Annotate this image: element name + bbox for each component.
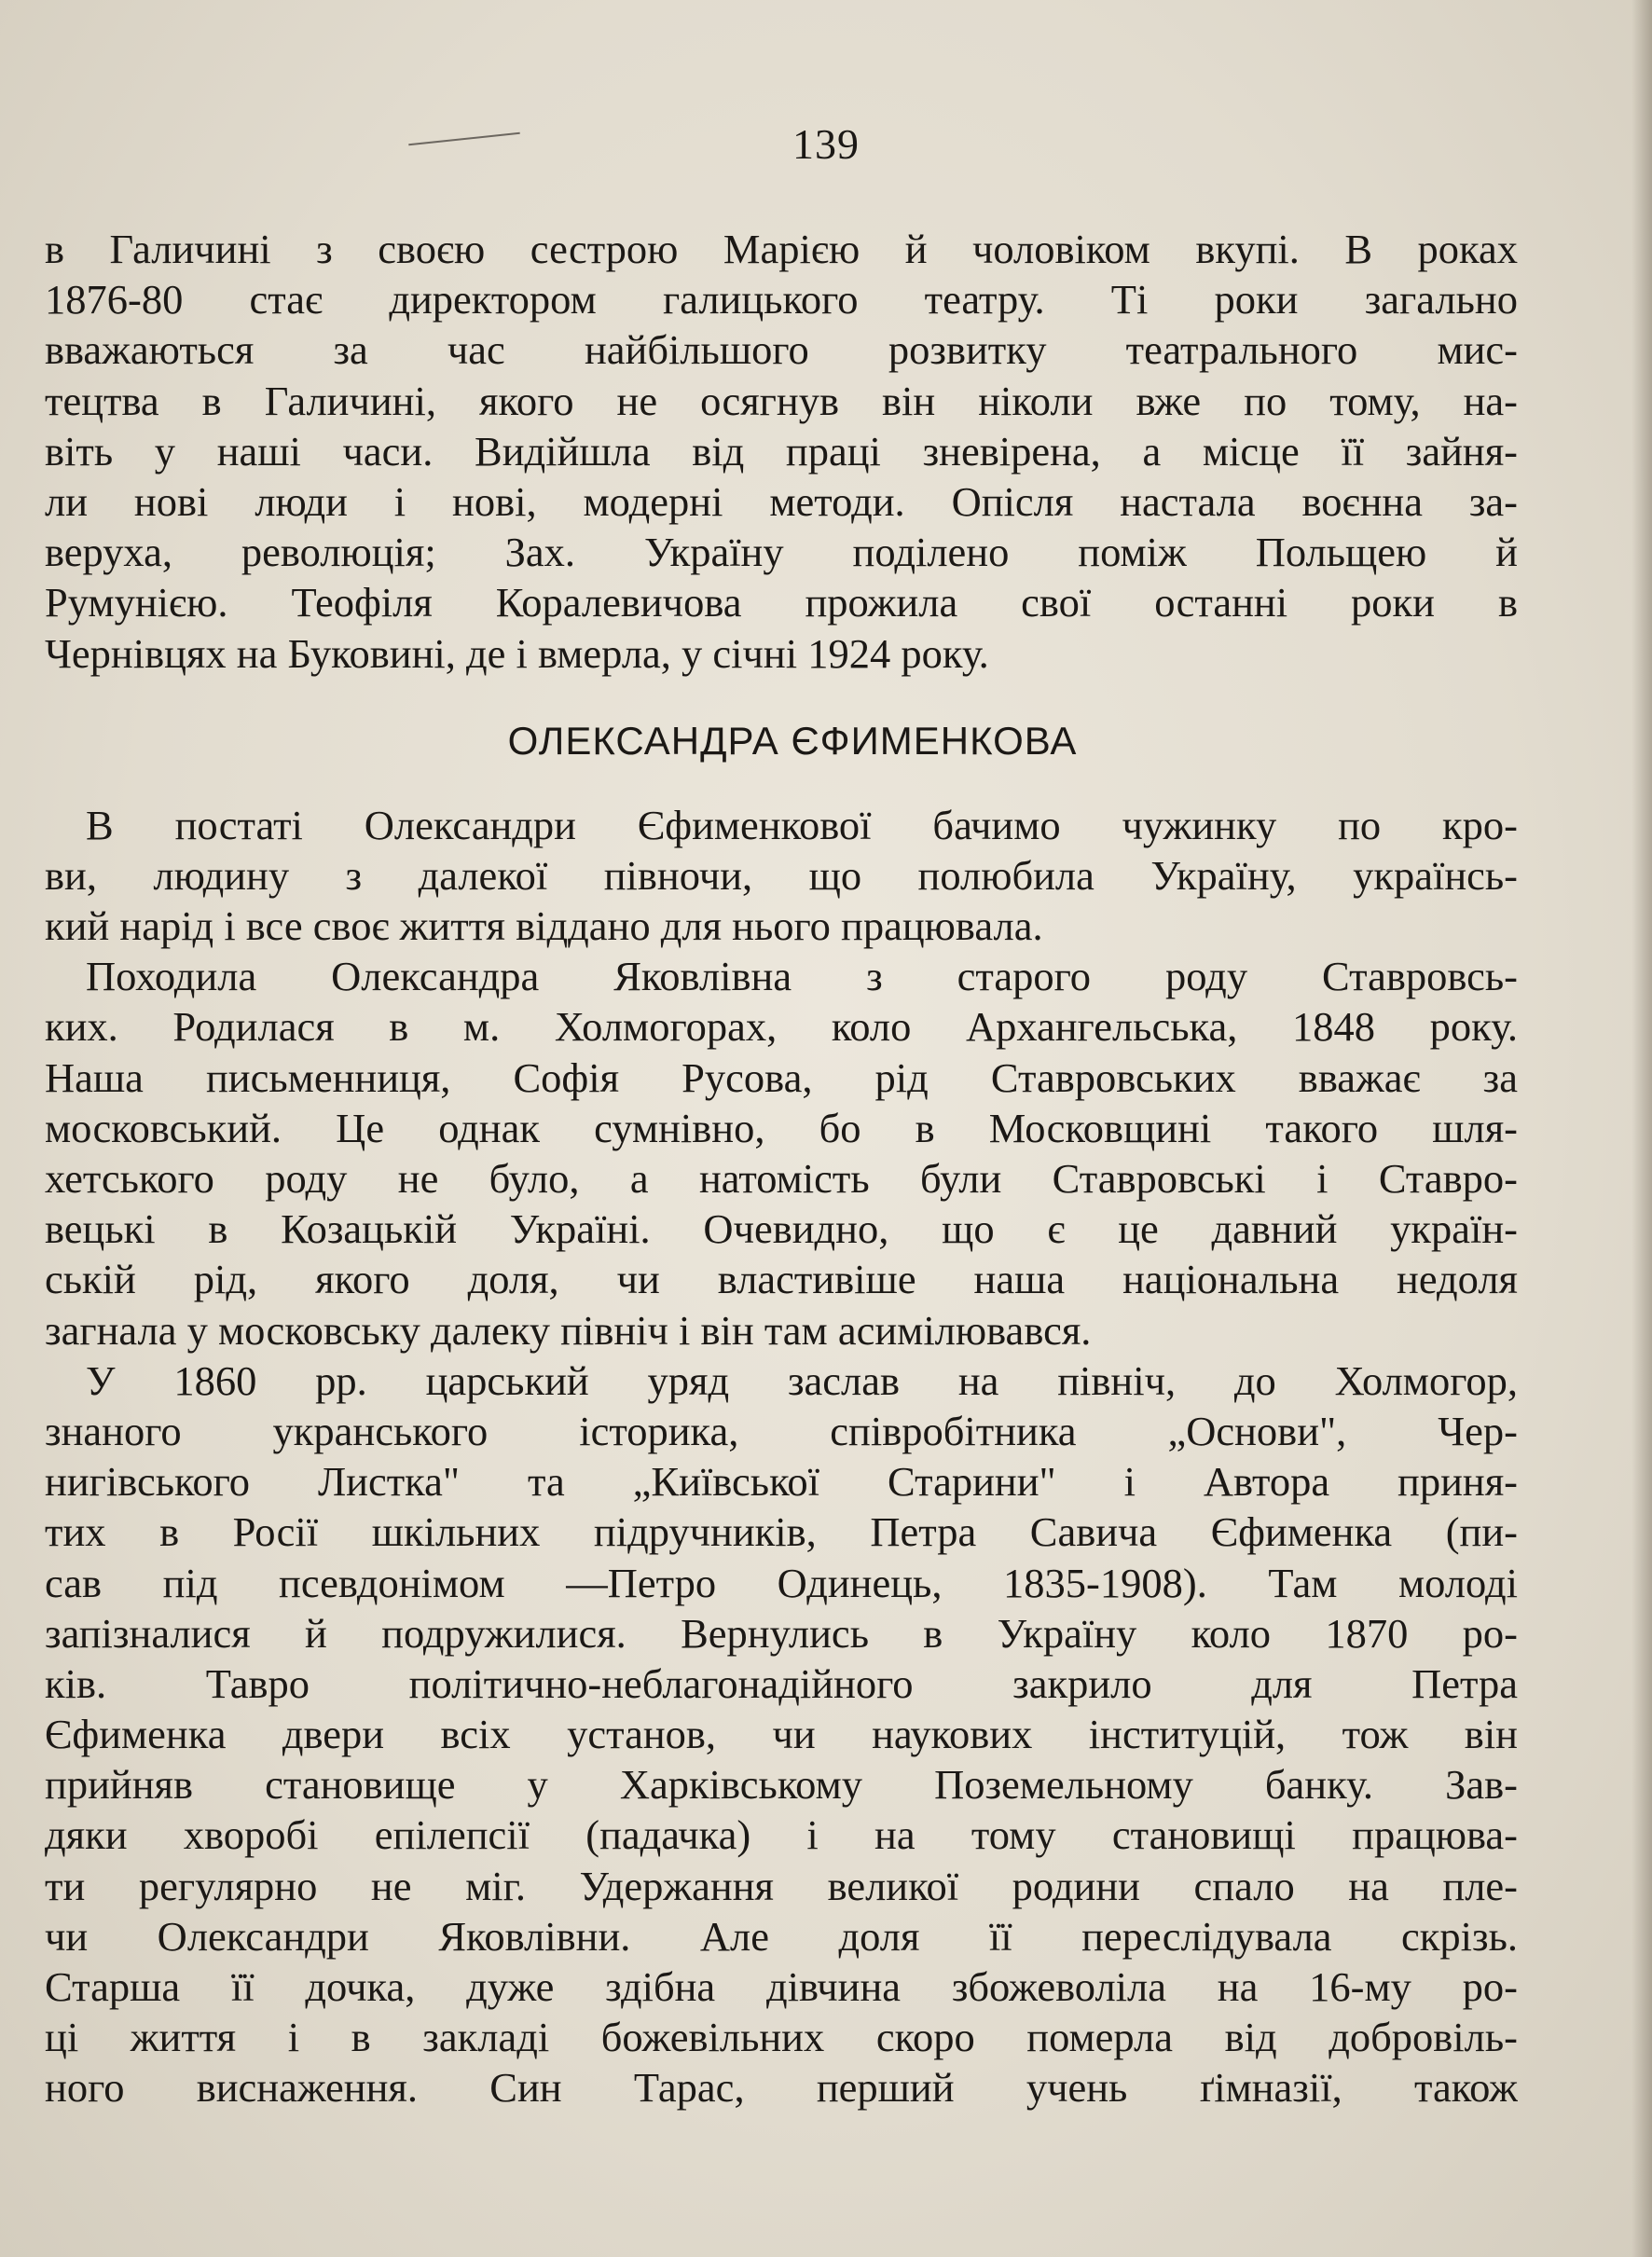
- text-line: хетського роду не було, а натомість були Ставровські і Ставро-: [45, 1155, 1518, 1202]
- text-line: веруха, революція; Зах. Україну поділено поміж Польщею й: [45, 529, 1518, 576]
- text-line: запізналися й подружилися. Вернулись в Україну коло 1870 ро-: [45, 1609, 1518, 1657]
- text-line: ного виснаження. Син Тарас, перший учень ґімназії, також: [45, 2064, 1518, 2112]
- text-line: тецтва в Галичині, якого не осягнув він ніколи вже по тому, на-: [45, 377, 1518, 424]
- text-line: прийняв становище у Харківському Поземельному банку. Зав-: [45, 1761, 1518, 1809]
- text-line: віть у наші часи. Видійшла від праці зневірена, а місце її зайня-: [45, 427, 1518, 475]
- paragraph: [45, 1356, 1518, 2113]
- text-line: 1876-80 стає директором галицького театру. Ті роки загально: [45, 276, 1518, 323]
- text-line: московський. Це однак сумнівно, бо в Московщині такого шля-: [45, 1104, 1518, 1151]
- text-line: В постаті Олександри Єфименкової бачимо чужинку по кро-: [86, 801, 1518, 848]
- text-line: ків. Тавро політично-неблагонадійного закрило для Петра: [45, 1659, 1518, 1707]
- text-line: тих в Росії шкільних підручників, Петра Савича Єфименка (пи-: [45, 1508, 1518, 1556]
- text-line: ви, людину з далекої півночи, що полюбила Україну, українсь-: [45, 851, 1518, 899]
- text-line: ли нові люди і нові, модерні методи. Опісля настала воєнна за-: [45, 477, 1518, 525]
- text-line: вецькі в Козацькій Україні. Очевидно, що є це давний україн-: [45, 1205, 1518, 1253]
- paragraph: [45, 224, 1518, 679]
- text-line: сав під псевдонімом —Петро Одинець, 1835-1908). Там молоді: [45, 1559, 1518, 1606]
- text-line: Походила Олександра Яковлівна з старого роду Ставровсь-: [86, 953, 1518, 1000]
- text-line: нигівського Листка" та „Київської Старини" і Автора приня-: [45, 1458, 1518, 1506]
- text-line: загнала у московську далеку північ і він там асимілювався.: [45, 1306, 1092, 1354]
- text-line: Старша її дочка, дуже здібна дівчина збожеволіла на 16-му ро-: [45, 1963, 1518, 2010]
- text-line: знаного укранського історика, співробітника „Основи", Чер-: [45, 1407, 1518, 1454]
- text-line: Чернівцях на Буковині, де і вмерла, у січні 1924 року.: [45, 629, 989, 677]
- text-line: У 1860 рр. царський уряд заслав на північ, до Холмогор,: [86, 1356, 1518, 1404]
- page-number: 139: [792, 120, 860, 168]
- body-text: [45, 224, 1518, 2113]
- text-line: Румунією. Теофіля Коралевичова прожила свої останні роки в: [45, 579, 1518, 626]
- text-line: в Галичині з своєю сестрою Марією й чоловіком вкупі. В роках: [45, 226, 1518, 272]
- text-line: ких. Родилася в м. Холмогорах, коло Архангельська, 1848 року.: [45, 1003, 1518, 1051]
- text-line: ці життя і в закладі божевільних скоро померла від добровіль-: [45, 2014, 1518, 2061]
- text-line: ській рід, якого доля, чи властивіше наша національна недоля: [45, 1256, 1518, 1303]
- text-line: дяки хворобі епілепсії (падачка) і на тому становищі працюва-: [45, 1811, 1518, 1859]
- text-line: Єфименка двери всіх установ, чи наукових інституцій, тож він: [45, 1711, 1518, 1758]
- text-line: вважаються за час найбільшого розвитку театрального мис-: [45, 326, 1518, 374]
- section-heading: ОЛЕКСАНДРА ЄФИМЕНКОВА: [507, 718, 1078, 763]
- text-line: Наша письменниця, Софія Русова, рід Ставровських вважає за: [45, 1053, 1518, 1101]
- paragraph: [45, 951, 1518, 1356]
- paragraph: [45, 800, 1518, 952]
- text-line: ти регулярно не міг. Удержання великої родини спало на пле-: [45, 1862, 1518, 1909]
- text-line: чи Олександри Яковлівни. Але доля її переслідувала скрізь.: [45, 1912, 1518, 1960]
- text-line: кий нарід і все своє життя віддано для нього працювала.: [45, 902, 1043, 950]
